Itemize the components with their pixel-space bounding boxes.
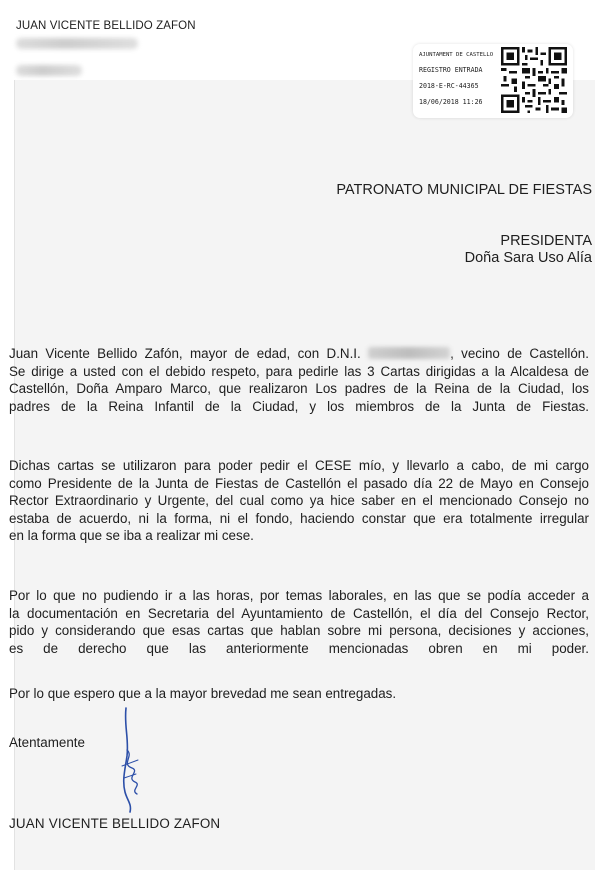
registry-stamp [413, 44, 573, 118]
paragraph-line: padres de la Reina Infantil de la Ciudad, y los miembros de la Junta de Fiestas. [9, 398, 589, 414]
stamp-number: 2018-E-RC-44365 [419, 82, 479, 90]
recipient-title: PRESIDENTA [500, 233, 592, 249]
sender-name: JUAN VICENTE BELLIDO ZAFON [16, 20, 196, 32]
paragraph-line: Dichas cartas se utilizaron para poder pedir el CESE mío, y llevarlo a cabo, de mi cargo [9, 458, 589, 473]
paragraph-line: Se dirige a usted con el debido respeto, para pedirle las 3 Cartas dirigidas a la Alcaldesa de [9, 363, 589, 379]
paragraph-line: en la forma que se iba a realizar mi cese. [9, 528, 254, 543]
paragraph-line: como Presidente de la Junta de Fiestas de Castellón el pasado día 22 de Mayo en Consejo [9, 475, 589, 491]
paragraph-cese [9, 457, 589, 545]
stamp-datetime: 18/06/2018 11:26 [419, 98, 483, 106]
paragraph-line: es de derecho que las anteriormente mencionadas obren en mi poder. [9, 640, 589, 656]
handwritten-signature [112, 706, 152, 816]
signature-name: JUAN VICENTE BELLIDO ZAFON [9, 816, 221, 831]
paragraph-line: estaba de acuerdo, ni la forma, ni el fondo, haciendo constar que era totalmente irregular [9, 510, 589, 526]
intro-text-end: , vecino de Castellón. [450, 346, 589, 361]
paragraph-line: la documentación en Secretaria del Ayuntamiento de Castellón, el día del Consejo Rector, [9, 605, 589, 621]
redacted-address [16, 38, 138, 49]
qr-code-icon [501, 47, 567, 113]
paragraph-line: Rector Extraordinario y Urgente, del cual como ya hice saber en el mencionado Consejo no [9, 493, 589, 508]
recipient-name: Doña Sara Uso Alía [464, 250, 592, 266]
closing-salutation: Atentamente [9, 735, 85, 750]
paragraph-line: Castellón, Doña Amparo Marco, que realizaron Los padres de la Reina de la Ciudad, los [9, 381, 589, 396]
paragraph-line: pido y considerando que esas cartas que hablan sobre mi persona, decisiones y acciones, [9, 623, 589, 638]
closing-request: Por lo que espero que a la mayor brevedad me sean entregadas. [9, 686, 397, 701]
intro-text: Juan Vicente Bellido Zafón, mayor de edad, con D.N.I. [9, 346, 361, 361]
paragraph-documentation [9, 587, 589, 657]
stamp-office: AJUNTAMENT DE CASTELLO [419, 52, 494, 58]
recipient-organization: PATRONATO MUNICIPAL DE FIESTAS [336, 182, 592, 198]
redacted-dni [16, 65, 82, 76]
paragraph-line [9, 345, 589, 363]
redacted-dni-inline [368, 347, 450, 359]
paragraph-line: Por lo que no pudiendo ir a las horas, por temas laborales, en las que se podía acceder a [9, 588, 589, 603]
stamp-type: REGISTRO ENTRADA [419, 66, 483, 74]
paragraph-request [9, 345, 589, 415]
